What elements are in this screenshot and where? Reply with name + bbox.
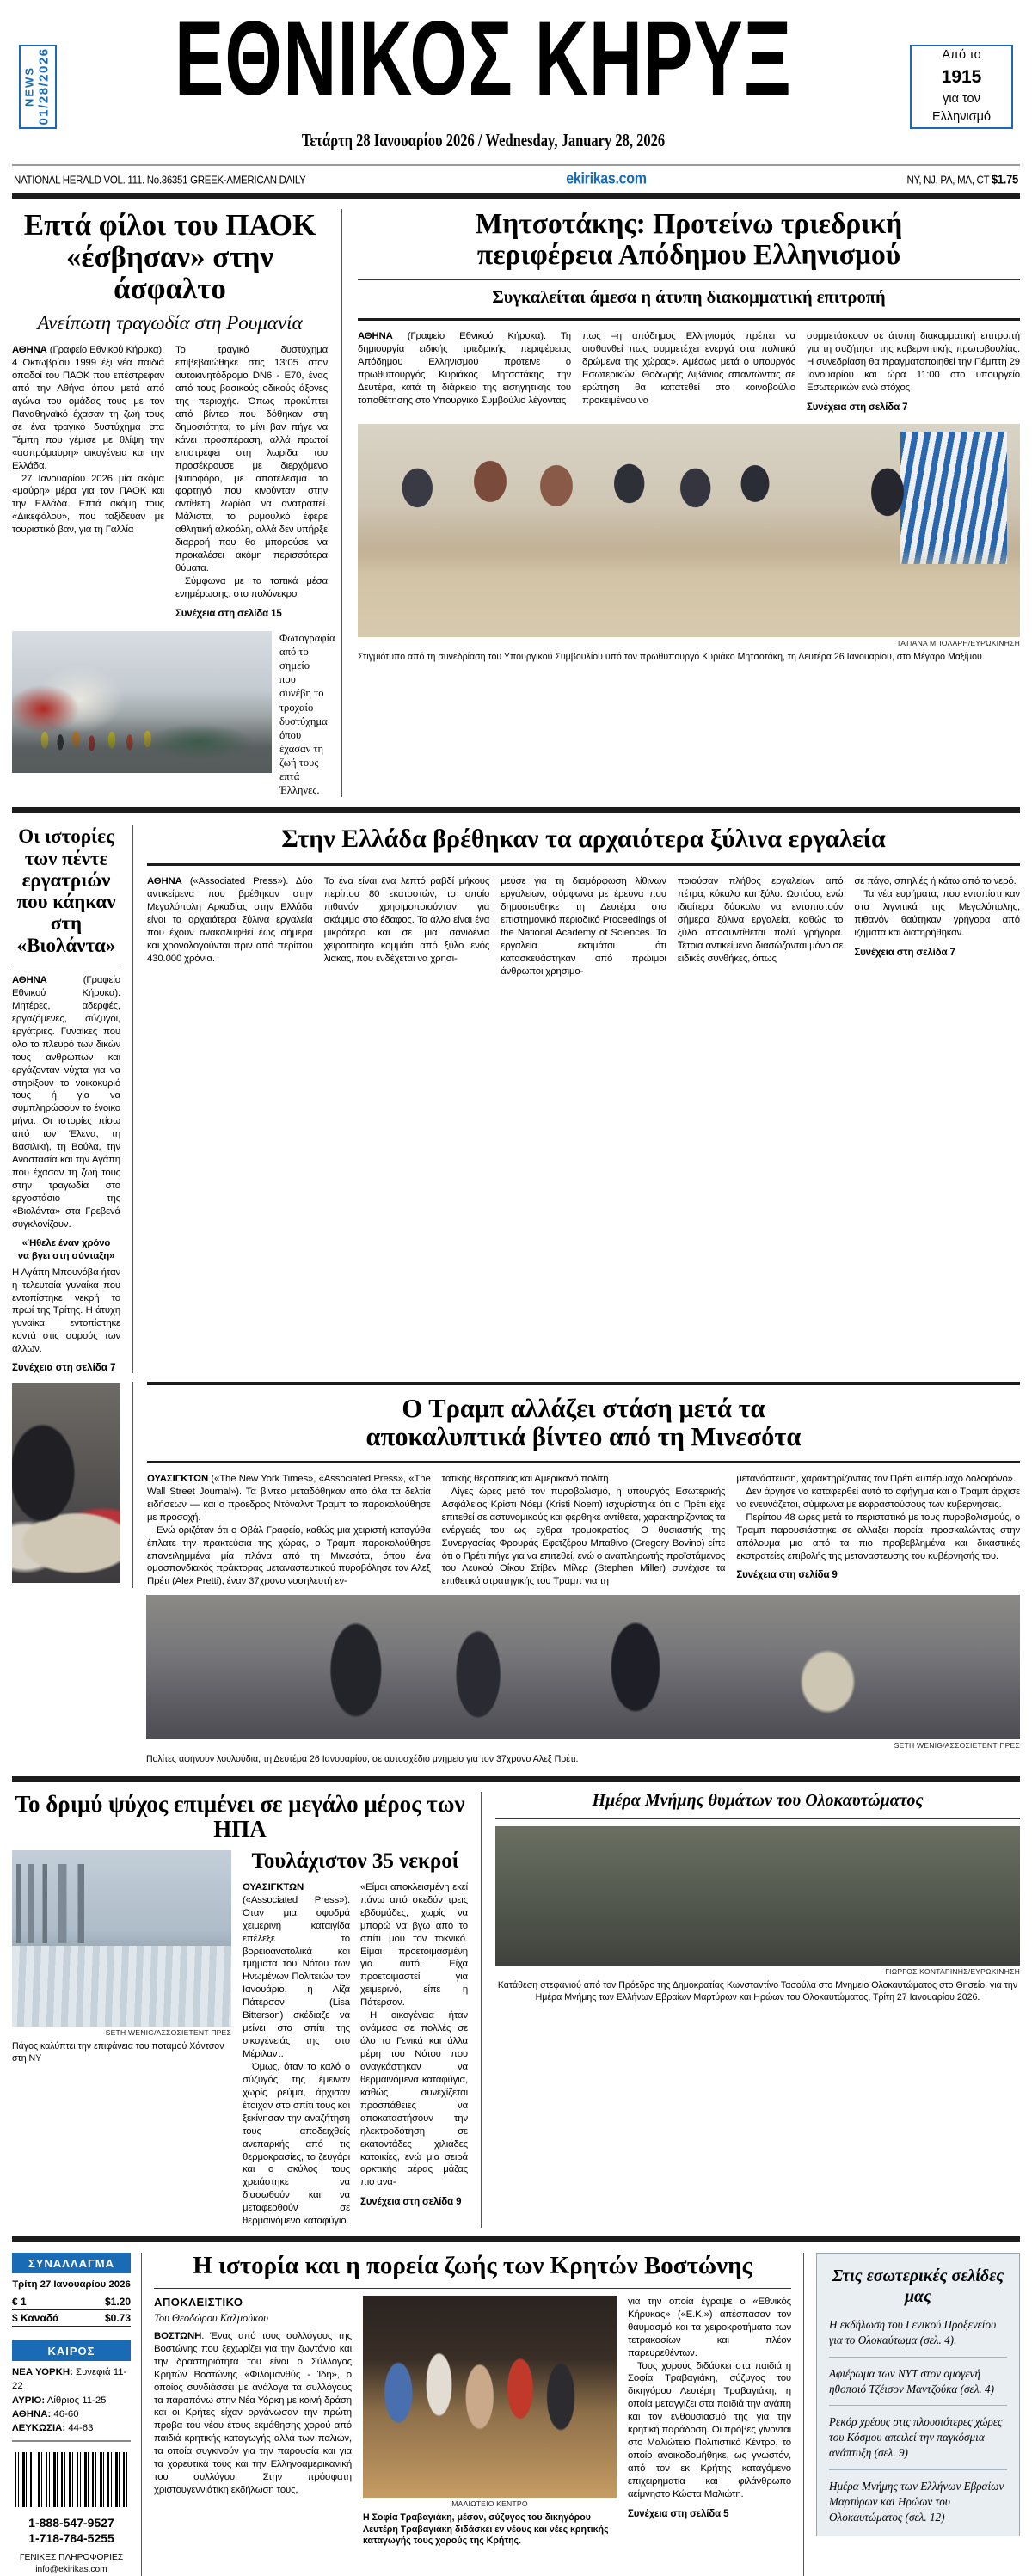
cold-col1-text: («Associated Press»). Όταν μια σφοδρά χειμερινή καταιγίδα επέλεξε το βορειοανατολικά και τμήματα του Νότου των Ηνωμένων Πολιτειών τον Ιανουάριο, η Λίζα Πάτερσον (Lisa Bitterson) σκέδιαζε να μείνει στο σπίτι της οικογένειάς της στο Μέριλαντ. bbox=[243, 1894, 350, 2059]
archaeology-headline: Στην Ελλάδα βρέθηκαν τα αρχαιότερα ξύλινα εργαλεία bbox=[281, 825, 886, 854]
crete-col-2 bbox=[363, 2296, 617, 2548]
exchange-header: ΣΥΝΑΛΛΑΓΜΑ bbox=[12, 2253, 131, 2273]
weather-header: ΚΑΙΡΟΣ bbox=[12, 2340, 131, 2361]
archaeology-col3-text: μεύσε για τη διαμόρφωση λίθινων εργαλείων, σύμφωνα με έρευνα που δημοσιεύθηκε τη Δευτέρα στο επιστημονικό περιοδικό Proceedings of the National Academy of Sciences. Τα εργαλεία εκτιμάται ότι κατασκευάστηκαν από πρώιμοι άνθρωποι χρησιμο- bbox=[501, 876, 666, 977]
trump-headline-line2: αποκαλυπτικά βίντεο από τη Μινεσότα bbox=[366, 1421, 802, 1451]
mitsotakis-rule-2 bbox=[358, 318, 1020, 321]
crete-col1-body bbox=[154, 2330, 352, 2497]
trump-columns bbox=[147, 1473, 1020, 1588]
story-holocaust bbox=[481, 1792, 1020, 2228]
trump-col2-p2: Λίγες ώρες μετά τον πυροβολισμό, η υπουργός Εσωτερικής Ασφάλειας Κρίστι Νόεμ (Kristi Noem) ισχυρίστηκε ότι ο Πρέτι είχε επιτεθεί σε αστυνομικούς και φέρθηκε αντίθετα, χαρακτηρίζοντας τα ενέργειές του ως εχθρα τρομοκρατίας. Ο θυσιαστής της Συνεργασίας Φρουράς Εφετζέρου Μπαθίνο (Gregory Bovino) είπε ότι ο Πρέτι πήγε για να επιτεθεί, ενώ ο αναπληρωτής προϊστάμενος του Λευκού Οίκου Στίβεν Μίλερ (Stephen Miller) συνέχισε τα επιθετικά στρατηγικής του Τραμπ για τη bbox=[441, 1486, 726, 1587]
masthead-title-wrap bbox=[57, 0, 910, 150]
weather-city-athens: ΑΘΗΝΑ: bbox=[12, 2408, 52, 2420]
paok-headline-line2: «έσβησαν» στην άσφαλτο bbox=[66, 240, 273, 306]
weather-text-nicosia: 44-63 bbox=[65, 2422, 94, 2433]
crete-col1-text: . Ένας από τους συλλόγους της Βοστώνης που ξεχωρίζει για την ζωντάνια και την δραστηριότητά του είναι ο Σύλλογος Κρητών Βοστώνης «Φιλόμανθύς - Ίδη», ο οποίος συνδιάσσει με ανάλογα τα συλλόγους τα παραπάνω στην Νέα Υόρκη με κοινή δράση και οι Κρήτες είχαν οργάνωσαν την πρώτη προβα του νέου έτους εκμάθησης χορού από παιδιά κρητικής καταγωγής αλλά των παλιών, τα οποία συγκινούν για την παρουσία και για τα χορευτικά τους και την Ελληνοαμερικανική του συλλόγου. Στην πρόσφατη χριστουγεννιάτικη εκδήλωση τους, bbox=[154, 2330, 352, 2496]
paok-subhead: Ανείπωτη τραγωδία στη Ρουμανία bbox=[37, 312, 303, 334]
weather-text-athens: 46-60 bbox=[51, 2408, 79, 2420]
violanta-body-1: (Γραφείο Εθνικού Κήρυκα). Μητέρες, αδερφές, εργαζόμενες, σύζυγοι, εργάτριες. Γυναίκες που όλο το πλευρό των δικών τους ανθρώπων και εργάζονταν νύχτα για να στηρίξουν το νοικοκυριό τους ή για να συμπληρώσουν το ένοικο μήνα. Οι ιστορίες πίσω από τον Έλενα, τη Βασιλική, τη Βούλα, την Αναστασία και την Αγάπη που έχασαν τη ζωή τους στην τραγωδία στο εργοστάσιο της «Βιολάντα» στα Γρεβενά συγκλονίζουν. bbox=[12, 975, 120, 1230]
story-mitsotakis bbox=[341, 209, 1020, 797]
cold-headline: Το δριμύ ψύχος επιμένει σε μεγάλο μέρος των ΗΠΑ bbox=[15, 1791, 465, 1842]
holocaust-photo-credit: ΓΙΩΡΓΟΣ ΚΟΝΤΑΡΙΝΗΣ/ΕΥΡΩΚΙΝΗΣΗ bbox=[885, 1967, 1020, 1977]
violanta-quote-line2: να βγει στη σύνταξη» bbox=[17, 1250, 115, 1261]
archaeology-rule bbox=[147, 863, 1020, 866]
cabinet-photo-caption: Στιγμιότυπο από τη συνεδρίαση του Υπουργικού Συμβουλίου υπό τον πρωθυπουργό Κυριάκο Μητσοτάκη, τη Δευτέρα 26 Ιανουαρίου, στο Μέγαρο Μαξίμου. bbox=[358, 651, 985, 662]
archaeology-col5-text: σε πάγο, σπηλιές ή κάτω από το νερό. bbox=[854, 876, 1017, 887]
archaeology-col-1 bbox=[147, 875, 313, 978]
volume-info: NATIONAL HERALD VOL. 111. No.36351 GREEK-AMERICAN DAILY bbox=[14, 175, 306, 187]
cold-col-1 bbox=[243, 1881, 350, 2228]
crete-rule bbox=[154, 2288, 791, 2289]
exchange-cad-value: $0.73 bbox=[104, 2312, 131, 2325]
mitsotakis-subhead: Συγκαλείται άμεσα η άτυπη διακομματική επιτροπή bbox=[492, 288, 886, 308]
inner-pages-item[interactable]: Αφιέρωμα των ΝΥΤ στον ομογενή ηθοποιό Τζέισον Μαντζούκα (σελ. 4) bbox=[829, 2366, 1007, 2406]
trump-rule bbox=[147, 1461, 1020, 1463]
crash-photo-caption: Φωτογραφία από το σημείο που συνέβη το τροχαίο δυστύχημα όπου έχασαν τη ζωή τους επτά Έλληνες. bbox=[280, 631, 335, 797]
cold-row bbox=[12, 1792, 1020, 2228]
mitsotakis-jump-line[interactable]: Συνέχεια στη σελίδα 7 bbox=[807, 402, 908, 413]
crete-jump-line[interactable]: Συνέχεια στη σελίδα 5 bbox=[628, 2508, 729, 2519]
crete-col2-text: για την οποία έγραψε ο «Εθνικός Κήρυκας» («Ε.Κ.») απέσπασαν τον θαυμασμό και τα χειροκροτήματα των τετρακοσίων και πλέον παρευρεθέντων. bbox=[628, 2296, 791, 2358]
since-year: 1915 bbox=[941, 66, 982, 87]
weather-line-ny bbox=[12, 2365, 131, 2393]
archaeology-col-2 bbox=[324, 875, 490, 978]
violanta-street-photo bbox=[12, 1383, 120, 1583]
inner-pages-box bbox=[816, 2253, 1020, 2536]
paok-col2-p2: Σύμφωνα με τα τοπικά μέσα ενημέρωσης, στο πολύνεκρο bbox=[175, 576, 328, 599]
mitsotakis-rule bbox=[358, 279, 1020, 280]
weather-city-ny: ΝΕΑ ΥΟΡΚΗ: bbox=[12, 2367, 73, 2378]
story-cold bbox=[12, 1792, 481, 2228]
inner-pages-title: Στις εσωτερικές σελίδες μας bbox=[832, 2266, 1004, 2307]
trump-col1-p2: Ενώ οριζόταν ότι ο Οβάλ Γραφείο, καθώς μια χειριστή καταγύθα έπλατε την πρακτεύσια της χώρας, ο Τραμπ παρακολούθησε επανειλημμένα μία πλάνα από τη Μινεσότα, όπου ένα ομοσπονδιακός πράκτορας μεταναστευτικού πυροβόλησε τον Αλεξ Πρέτι (Alex Pretti), έναν 37χρονο νοσηλευτή εν- bbox=[147, 1524, 431, 1587]
trump-col-2 bbox=[442, 1473, 726, 1588]
page-title: ΕΘΝΙΚΟΣ ΚΗΡΥΞ bbox=[174, 0, 793, 118]
cretan-dance-photo bbox=[363, 2296, 617, 2498]
paok-jump-line[interactable]: Συνέχεια στη σελίδα 15 bbox=[175, 608, 282, 619]
price-info bbox=[906, 172, 1018, 187]
story-crete bbox=[141, 2253, 803, 2576]
inner-pages-item[interactable]: Η εκδήλωση του Γενικού Προξενείου για το Ολοκαύτωμα (σελ. 4). bbox=[829, 2317, 1007, 2357]
paok-col1-p1: (Γραφείο Εθνικού Κήρυκα). 4 Οκτωβρίου 1999 έξι νέα παιδιά οπαδοί του ΠΑΟΚ που επέστρεφαν από την Αθήνα όπου μετά από αγώνα του ομάδας τους με τον Παναθηναϊκό έχασαν τη ζωή τους σε ένα τραγικό δυστύχημα στα Τέμπη που γέμισε με θλίψη την «ασπρόμαυρη» οικογένεια και την Ελλάδα. bbox=[12, 345, 164, 471]
cabinet-photo-credit: ΤΑΤΙΑΝΑ ΜΠΟΛΑΡΗ/ΕΥΡΩΚΙΝΗΣΗ bbox=[896, 638, 1020, 647]
holocaust-memorial-photo bbox=[495, 1826, 1020, 1966]
paok-headline-line1: Επτά φίλοι του ΠΑΟΚ bbox=[23, 208, 316, 242]
news-badge-label: NEWS bbox=[22, 66, 36, 107]
weather-text-tomorrow: Αίθριος 11-25 bbox=[45, 2395, 107, 2406]
exchange-row-cad bbox=[12, 2310, 131, 2327]
cold-photo-col bbox=[12, 1850, 231, 2228]
cold-text-cols bbox=[243, 1850, 468, 2228]
weather-text-ny: Συνεφιά 11-22 bbox=[12, 2367, 127, 2392]
infobar-divider bbox=[12, 193, 1020, 199]
archaeology-dateline: ΑΘΗΝΑ bbox=[147, 876, 182, 887]
trump-col3-p3: Περίπου 48 ώρες μετά το περιστατικό με τους πυροβολισμούς, ο Τραμπ παρουσιάστηκε σε αλλάξει πορεία, προσκαλώντας στην απόλουμα μια από τα πιο προβεβλημένα και δικαστικές εκστρατείες επιβολής της μεταναστευσης του κυβέρνησής του. bbox=[736, 1512, 1021, 1561]
paok-col-1 bbox=[12, 344, 164, 621]
violanta-photo-col bbox=[12, 1382, 132, 1588]
phone-numbers bbox=[12, 2515, 131, 2546]
trump-top-rule bbox=[147, 1382, 1020, 1385]
archaeology-col-3 bbox=[501, 875, 666, 978]
crash-photo bbox=[12, 631, 272, 773]
mitsotakis-col3-text: συμμετάσκουν σε άτυπη διακομματική επιτροπή για τη συζήτηση της κυβερνητικής πρωτοβουλίας. Η συνεδρίαση θα πραγματοποιηθεί την Πέμπτη 29 Ιανουαρίου και ώρα 11:00 στο υπουργείο Εσωτερικών ενώ στόχος bbox=[807, 330, 1020, 393]
price-value: $1.75 bbox=[991, 171, 1018, 187]
trump-headline-line1: Ο Τραμπ αλλάζει στάση μετά τα bbox=[402, 1394, 765, 1424]
exchange-row-euro bbox=[12, 2294, 131, 2310]
weather-line-tomorrow bbox=[12, 2394, 131, 2407]
cold-jump-line[interactable]: Συνέχεια στη σελίδα 9 bbox=[360, 2197, 462, 2208]
archaeology-col5-text-b: Τα νέα ευρήματα, που εντοπίστηκαν στα λιγνιτικά της Μεγαλόπολης, πιθανόν θαύτηκαν γρήγορα από ιζήματα και διατηρήθηκαν. bbox=[854, 889, 1020, 938]
archaeology-col2-text: Το ένα είναι ένα λεπτό ραβδί μήκους περίπου 80 εκατοστών, το οποίο πιθανόν χρησιμοποιούνταν για σκάψιμο στο έδαφος. Το άλλο είναι ένα μικρότερο και σε μια σανιδένια χειροποίητο κομμάτι από ξύλο ενός λιακας, που ενδέχεται να χρησι- bbox=[323, 876, 490, 964]
violanta-body bbox=[12, 974, 120, 1231]
crete-exclusive-label: ΑΠΟΚΛΕΙΣΤΙΚΟ bbox=[154, 2295, 243, 2309]
crete-col-1 bbox=[154, 2296, 352, 2548]
trump-col3-p2: Δεν άργησε να καταφερθεί αυτό το αφήγημα και ο Τραμπ άρχισε να ενευνάζεται, σύμφωνα με εκφραστούσους των κυβερνήσεις. bbox=[736, 1486, 1021, 1510]
mitsotakis-columns bbox=[358, 330, 1020, 414]
story-trump bbox=[132, 1382, 1020, 1588]
section-divider-2 bbox=[12, 1776, 1020, 1782]
archaeology-columns bbox=[147, 875, 1020, 978]
phone-1[interactable]: 1-888-547-9527 bbox=[28, 2516, 114, 2530]
news-badge-date: 01/28/2026 bbox=[36, 47, 52, 126]
violanta-quote bbox=[12, 1237, 120, 1263]
mitsotakis-dateline: ΑΘΗΝΑ bbox=[358, 330, 393, 341]
contact-info bbox=[12, 2552, 131, 2576]
violanta-body-2: Η Αγάπη Μπουνόβα ήταν η τελευταία γυναίκα που εντοπίστηκε νεκρή το πρωί της Τρίτης. Η άτυχη γυναίκα εντοπίστηκε κοντά στις σορούς των άλλων. bbox=[12, 1267, 120, 1355]
phone-2[interactable]: 1-718-784-5255 bbox=[28, 2531, 114, 2546]
inner-pages-item[interactable]: Ημέρα Μνήμης των Ελλήνων Εβραίων Μαρτύρων και Ηρώων του Ολοκαυτώματος (σελ. 12) bbox=[829, 2479, 1004, 2524]
mitsotakis-headline-line2: περιφέρεια Απόδημου Ελληνισμού bbox=[476, 238, 901, 271]
trump-dateline: ΟΥΑΣΙΓΚΤΩΝ bbox=[147, 1473, 209, 1484]
weather-city-tomorrow: ΑΥΡΙΟ: bbox=[12, 2395, 46, 2406]
info-bar bbox=[12, 166, 1020, 193]
crete-headline: Η ιστορία και η πορεία ζωής των Κρητών Βοστώνης bbox=[193, 2252, 752, 2280]
since-label-2: για τον bbox=[943, 92, 980, 107]
archaeology-col-4 bbox=[678, 875, 844, 978]
contact-email[interactable]: info@ekirikas.com bbox=[35, 2565, 108, 2575]
info-sidebar bbox=[12, 2253, 141, 2576]
holocaust-photo-caption: Κατάθεση στεφανιού από τον Πρόεδρο της Δημοκρατίας Κωνσταντίνο Τασούλα στο Μνημείο Ολοκαυτώματος στο Θησείο, για την Ημέρα Μνήμης των Ελλήνων Εβραίων Μαρτύρων και Ηρώων του Ολοκαυτώματος, Τρίτη 27 Ιανουαρίου 2026. bbox=[497, 1980, 1018, 2003]
mid-stories-row bbox=[12, 825, 1020, 1373]
mitsotakis-col-3 bbox=[807, 330, 1020, 414]
since-label-1: Από το bbox=[942, 47, 981, 62]
masthead-date: Τετάρτη 28 Ιανουαρίου 2026 / Wednesday, January 28, 2026 bbox=[301, 130, 666, 150]
crete-col3-body bbox=[628, 2296, 791, 2521]
price-regions: NY, NJ, PA, MA, CT bbox=[906, 175, 992, 187]
paok-dateline: ΑΘΗΝΑ bbox=[12, 345, 47, 356]
violanta-dateline: ΑΘΗΝΑ bbox=[12, 975, 47, 986]
trump-col-1 bbox=[147, 1473, 431, 1588]
crete-dateline: ΒΟΣΤΩΝΗ bbox=[154, 2330, 202, 2341]
mitsotakis-col-2 bbox=[582, 330, 796, 414]
crete-content bbox=[154, 2296, 791, 2548]
cold-col2-text: «Είμαι αποκλεισμένη εκεί πάνω από σκεδόν τρεις εβδομάδες, χωρίς να μπορώ να βγω από το σπίτι μου τον τοκνικό. Είμαι προετοιμασμένη για αυτό. Είχα προετοιμαστεί για χειμερινό, είπε η Πάτερσον. bbox=[360, 1881, 468, 2009]
crete-photo-credit: ΜΑΛΙΩΤΕΙΟ ΚΕΝΤΡΟ bbox=[452, 2499, 528, 2508]
mitsotakis-col2-text: πως –η απόδημος Ελληνισμός πρέπει να αισθανθεί πως συμμετέχει ενεργά στα πολιτικά δρώμενα της χώρας». Αμέσως μετά ο υπουργός Εσωτερικών, Θοδωρής Λιβάνιος απαντώντας σε ερώτηση θα κατατεθεί στο κοινοβούλιο προκειμένου να bbox=[582, 330, 796, 406]
story-violanta bbox=[12, 825, 132, 1373]
cold-photo-caption: Πάγος καλύπτει την επιφάνεια του ποταμού Χάντσον στη ΝΥ bbox=[12, 2041, 224, 2064]
archaeology-jump-line[interactable]: Συνέχεια στη σελίδα 7 bbox=[854, 947, 955, 958]
memorial-flowers-photo bbox=[146, 1595, 1020, 1739]
section-divider-1 bbox=[12, 807, 1020, 813]
weather-divider bbox=[12, 2440, 131, 2442]
top-stories-row bbox=[12, 209, 1020, 797]
mitsotakis-col1-text: (Γραφείο Εθνικού Κήρυκα). Τη δημιουργία ειδικής τριεδρικής περιφέρειας Απόδημου Ελληνισμού πρότεινε ο πρωθυπουργός Κυριάκος Μητσοτάκης την Δευτέρα, κατά τη διάρκεια της εισηγητικής του τοποθέτησης στο Υπουργικό Συμβούλιο λέγοντας bbox=[358, 330, 571, 406]
contact-label: ΓΕΝΙΚΕΣ ΠΛΗΡΟΦΟΡΙΕΣ bbox=[19, 2553, 124, 2563]
trump-photo-caption: Πολίτες αφήνουν λουλούδια, τη Δευτέρα 26 Ιανουαρίου, σε αυτοσχέδιο μνημείο για τον 37χρονο Αλεξ Πρέτι. bbox=[146, 1754, 579, 1765]
archaeology-col4-text: ποιούσαν πλήθος εργαλείων από πέτρα, κόκαλο και ξύλο. Ωστόσο, ενώ ιδιαίτερα δύσκολο να εντοπιστούν σήμερα ξύλινα εργαλεία, καθώς το ξύλο αποσυντίθεται πολύ γρήγορα. Τέτοια αντικείμενα διασώζονται μόνο σε ειδικές συνθήκες, όπως bbox=[677, 876, 844, 964]
inner-pages-item[interactable]: Ρεκόρ χρέους στις πλουσιότερες χώρες του Κόσμου απειλεί την παγκόσμια ανάπτυξη (σελ. 9) bbox=[829, 2414, 1007, 2470]
violanta-jump-line[interactable]: Συνέχεια στη σελίδα 7 bbox=[12, 1363, 116, 1374]
trump-col1-text: («The New York Times», «Associated Press», «The Wall Street Journal»). Τα βίντεο μεταδόθηκαν από όλα τα δελτία ειδήσεων — και ο πρόεδρος Ντόναλντ Τραμπ το παρακολούθησε με προσοχή. bbox=[147, 1473, 431, 1523]
exchange-cad-label: $ Καναδά bbox=[12, 2312, 59, 2325]
violanta-quote-line1: «Ήθελε έναν χρόνο bbox=[22, 1237, 111, 1248]
crete-photo-caption: Η Σοφία Τραβαγιάκη, μέσον, σύζυγος του δικηγόρου Λευτέρη Τραβαγιάκη διδάσκει εν νέους και νέες κρητικής καταγωγής τους χορούς της Κρήτης. bbox=[363, 2512, 609, 2547]
bottom-row bbox=[12, 2253, 1020, 2576]
website-link[interactable]: ekirikas.com bbox=[566, 170, 647, 188]
hudson-river-photo bbox=[12, 1850, 231, 2027]
news-date-badge bbox=[19, 45, 57, 129]
since-badge bbox=[910, 45, 1013, 129]
crete-col2-p2: Τους χορούς διδάσκει στα παιδιά η Σοφία Τραβαγιάκη, σύζυγος του δικηγόρου Λευτέρη Τραβαγιάκη, η οποία μεταγγίζει στα παιδιά την αγάπη και τον ενθουσιασμό της για την κρητική παράδοση. Οι πρόβες γίνονται στο Μαλιώτειο Πολιτιστικό Κέντρο, το οποίο ανοικοδομήθηκε, ως γνωστόν, από τον εκ Κρήτης καταγόμενο επιχειρηματία και φιλάνθρωπο αείμνηστο Κώστα Μαλιώτη. bbox=[628, 2360, 791, 2499]
trump-row bbox=[12, 1382, 1020, 1588]
cold-col1-p2: Όμως, όταν το καλό ο σύζυγός της έμειναν χωρίς ρεύμα, άρχισαν έτοιχαν στο σπίτι τους και ξεκίνησαν την αναζήτηση τους αποδειχθείς ανεπαρκής από τις θερμοκρασίες, το ζευγάρι και ο σκύλος τους χρειάστηκε να διασωθούν και να μεταφερθούν σε θερμαινόμενο καταφύγιο. bbox=[243, 2061, 350, 2227]
weather-line-nicosia bbox=[12, 2421, 131, 2435]
exchange-date: Τρίτη 27 Ιανουαρίου 2026 bbox=[12, 2279, 131, 2291]
crete-byline: Του Θεοδώρου Καλμούκου bbox=[154, 2311, 268, 2324]
cold-dateline: ΟΥΑΣΙΓΚΤΩΝ bbox=[243, 1881, 304, 1892]
trump-col2-text: τατικής θεραπείας και Αμερικανό πολίτη. bbox=[441, 1473, 611, 1484]
inner-pages-sidebar bbox=[803, 2253, 1020, 2576]
weather-list bbox=[12, 2361, 131, 2435]
section-divider-3 bbox=[12, 2236, 1020, 2242]
trump-photo-row bbox=[12, 1595, 1020, 1766]
paok-col2-p1: Το τραγικό δυστύχημα επιβεβαιώθηκε στις 13:05 στον αυτοκινητόδρομο DN6 - E70, ένας από τους βασικούς οδικούς άξονες της περιοχής. Όπως προκύπτει από βίντεο που δόθηκαν στη δημοσιότητα, το μίνι βαν πήγε να κάνει προσπέραση, αλλά πρωτοί επιστρέφει στη λωρίδα του προσέκρουσε με διερχόμενο βυτιοφόρο, με αποτέλεσμα το φορτηγό που κινούνταν στην αντίθετη λωρίδα να ανατραπεί. Μάλιστα, το ρυμουλκό έφερε αθλητική αλκοόλη, αλλά δεν υπήρξε διαρροή που θα μπορούσε να προκαλέσει ακόμη περισσότερα θύματα. bbox=[175, 345, 328, 574]
story-archaeology bbox=[132, 825, 1020, 1373]
paok-columns bbox=[12, 344, 328, 621]
trump-col-3 bbox=[736, 1473, 1020, 1588]
cold-photo-credit: SETH WENIG/ΑΣΣΟΣΙΕΤΕΝΤ ΠΡΕΣ bbox=[105, 2028, 231, 2038]
weather-line-athens bbox=[12, 2407, 131, 2421]
barcode bbox=[15, 2452, 128, 2507]
trump-photo-credit: SETH WENIG/ΑΣΣΟΣΙΕΤΕΝΤ ΠΡΕΣ bbox=[894, 1741, 1020, 1751]
exchange-euro-label: € 1 bbox=[12, 2296, 27, 2309]
mitsotakis-col-1 bbox=[358, 330, 571, 414]
trump-col3-text: μετανάστευση, χαρακτηρίζοντας τον Πρέτι «υπέρμαχο δολοφόνο». bbox=[736, 1473, 1016, 1484]
story-paok bbox=[12, 209, 341, 797]
holocaust-headline: Ημέρα Μνήμης θυμάτων του Ολοκαυτώματος bbox=[592, 1791, 924, 1811]
paok-col1-p2: 27 Ιανουαρίου 2026 μία ακόμα «μαύρη» μέρα για τον ΠΑΟΚ και την Ελλάδα. Επτά ακόμη τους «Δικεφάλου», που ταξίδευαν με τουριστικό βαν, για τη Γαλλία bbox=[12, 473, 164, 536]
paok-col-2 bbox=[175, 344, 328, 621]
cold-subhead: Τουλάχιστον 35 νεκροί bbox=[251, 1849, 459, 1874]
since-label-3: Ελληνισμό bbox=[931, 110, 992, 125]
archaeology-col-5 bbox=[854, 875, 1020, 978]
cold-col2-p2: Η οικογένεια ήταν ανάμεσα σε πολλές σε όλο το Γενικά και άλλα μέρη του Νότου που αναγκάστηκαν να θερμαινόμενα καταφύγια, καθώς συνεχίζεται προσπάθειες να αποκαταστήσουν την ηλεκτροδότηση σε εκατοντάδες χιλιάδες κατοικίες, ενώ μια σειρά αρκτικής αέρας μάζας πιο ανα- bbox=[360, 2010, 468, 2188]
exchange-euro-value: $1.20 bbox=[104, 2296, 131, 2309]
holocaust-rule bbox=[495, 1818, 1020, 1819]
cold-col-2 bbox=[360, 1881, 468, 2228]
violanta-body-2-wrap bbox=[12, 1267, 120, 1357]
violanta-headline: Οι ιστορίες των πέντε εργατριών που κάηκαν στη «Βιολάντα» bbox=[16, 825, 116, 956]
masthead bbox=[12, 0, 1020, 150]
cabinet-meeting-photo bbox=[358, 424, 1020, 637]
mitsotakis-headline-line1: Μητσοτάκης: Προτείνω τριεδρική bbox=[475, 208, 903, 241]
weather-city-nicosia: ΛΕΥΚΩΣΙΑ: bbox=[12, 2422, 66, 2433]
cold-content bbox=[12, 1850, 468, 2228]
paok-photo-row bbox=[12, 631, 335, 797]
archaeology-col1-text: («Associated Press»). Δύο αντικείμενα που βρέθηκαν στην Μεγαλόπολη Αρκαδίας στην Ελλάδα είναι τα αρχαιότερα ξύλινα εργαλεία που έχουν ανακαλυφθεί έως σήμερα και χρονολογούνται πριν από περίπου 430.000 χρόνια. bbox=[147, 876, 313, 964]
trump-jump-line[interactable]: Συνέχεια στη σελίδα 9 bbox=[736, 1570, 838, 1581]
crete-col-3 bbox=[628, 2296, 791, 2548]
